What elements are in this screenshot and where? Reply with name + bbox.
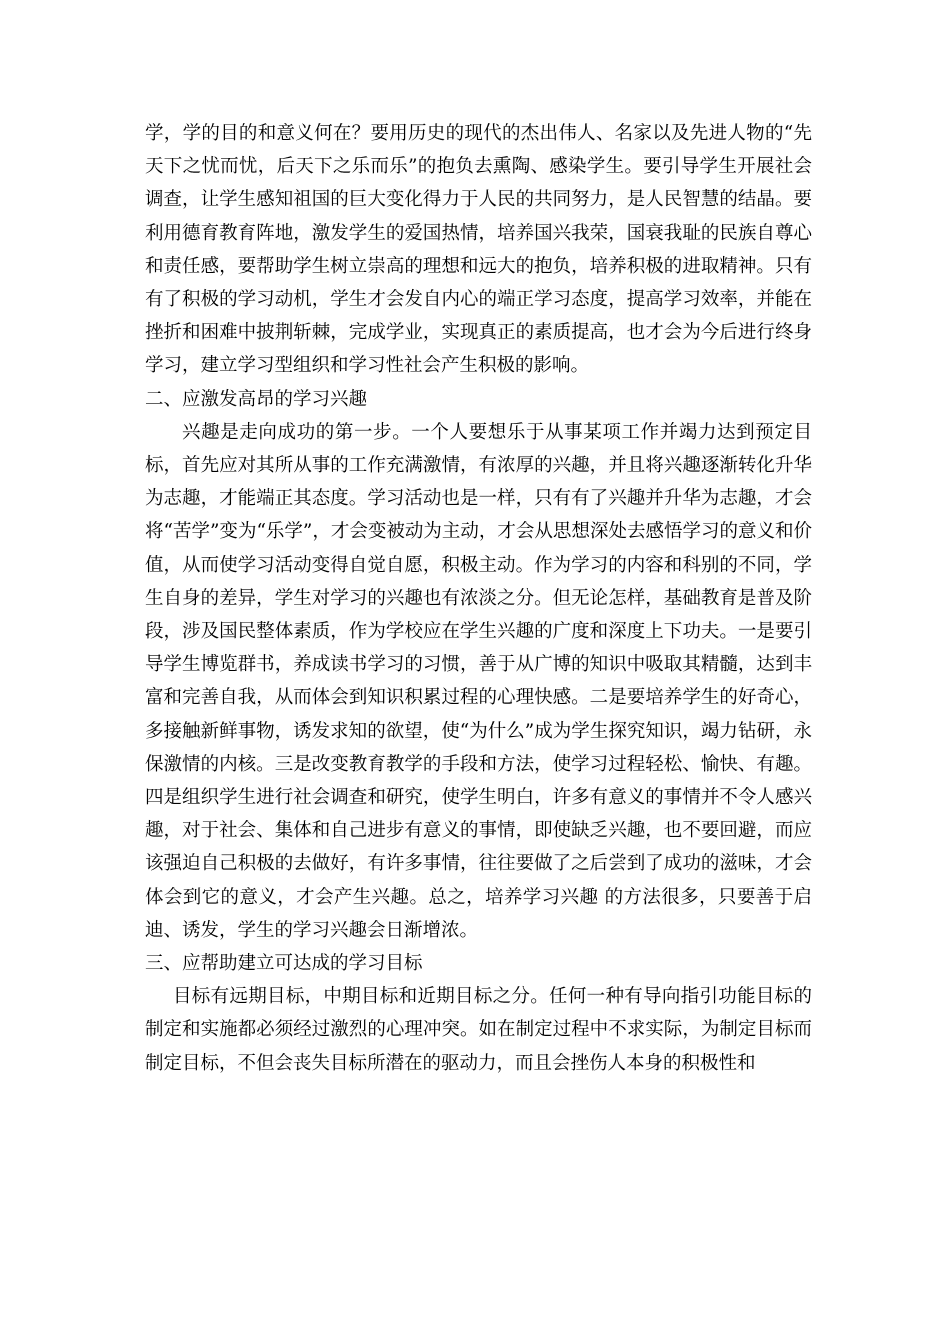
paragraph-interest: 兴趣是走向成功的第一步。一个人要想乐于从事某项工作并竭力达到预定目标，首先应对其所从事的工作充满激情，有浓厚的兴趣，并且将兴趣逐渐转化升华为志趣，才能端正其态度。学习活动也是一样，只有有了兴趣并升华为志趣，才会将“苦学”变为“乐学”，才会变被动为主动，才会从思想深处去感悟学习的意义和价值，从而使学习活动变得自觉自愿，积极主动。作为学习的内容和科别的不同，学生自身的差异，学生对学习的兴趣也有浓淡之分。但无论怎样，基础教育是普及阶段，涉及国民整体素质，作为学校应在学生兴趣的广度和深度上下功夫。一是要引导学生博览群书，养成读书学习的习惯，善于从广博的知识中吸取其精髓，达到丰富和完善自我，从而体会到知识积累过程的心理快感。二是要培养学生的好奇心，多接触新鲜事物，诱发求知的欲望，使“为什么”成为学生探究知识，竭力钻研，永保激情的内核。三是改变教育教学的手段和方法，使学习过程轻松、愉快、有趣。四是组织学生进行社会调查和研究，使学生明白，许多有意义的事情并不令人感兴趣，对于社会、集体和自己进步有意义的事情，即使缺乏兴趣，也不要回避，而应该强迫自己积极的去做好，有许多事情，往往要做了之后尝到了成功的滋味，才会体会到它的意义，才会产生兴趣。总之，培养学习兴趣 的方法很多，只要善于启迪、诱发，学生的学习兴趣会日渐增浓。 (145, 421, 812, 941)
section-heading-3: 三、应帮助建立可达成的学习目标 (145, 953, 423, 975)
paragraph-goals: 目标有远期目标，中期目标和近期目标之分。任何一种有导向指引功能目标的制定和实施都必须经过激烈的心理冲突。如在制定过程中不求实际，为制定目标而制定目标，不但会丧失目标所潜在的驱动力，而且会挫伤人本身的积极性和 (145, 986, 812, 1074)
section-heading-2: 二、应激发高昂的学习兴趣 (145, 388, 368, 410)
paragraph-continued: 学，学的目的和意义何在？要用历史的现代的杰出伟人、名家以及先进人物的“先天下之忧而忧，后天下之乐而乐”的抱负去熏陶、感染学生。要引导学生开展社会调查，让学生感知祖国的巨大变化得力于人民的共同努力，是人民智慧的结晶。要利用德育教育阵地，激发学生的爱国热情，培养国兴我荣，国衰我耻的民族自尊心和责任感，要帮助学生树立崇高的理想和远大的抱负，培养积极的进取精神。只有有了积极的学习动机，学生才会发自内心的端正学习态度，提高学习效率，并能在挫折和困难中披荆斩棘，完成学业，实现真正的素质提高，也才会为今后进行终身学习，建立学习型组织和学习性社会产生积极的影响。 (145, 123, 812, 377)
document-body (145, 117, 812, 1080)
